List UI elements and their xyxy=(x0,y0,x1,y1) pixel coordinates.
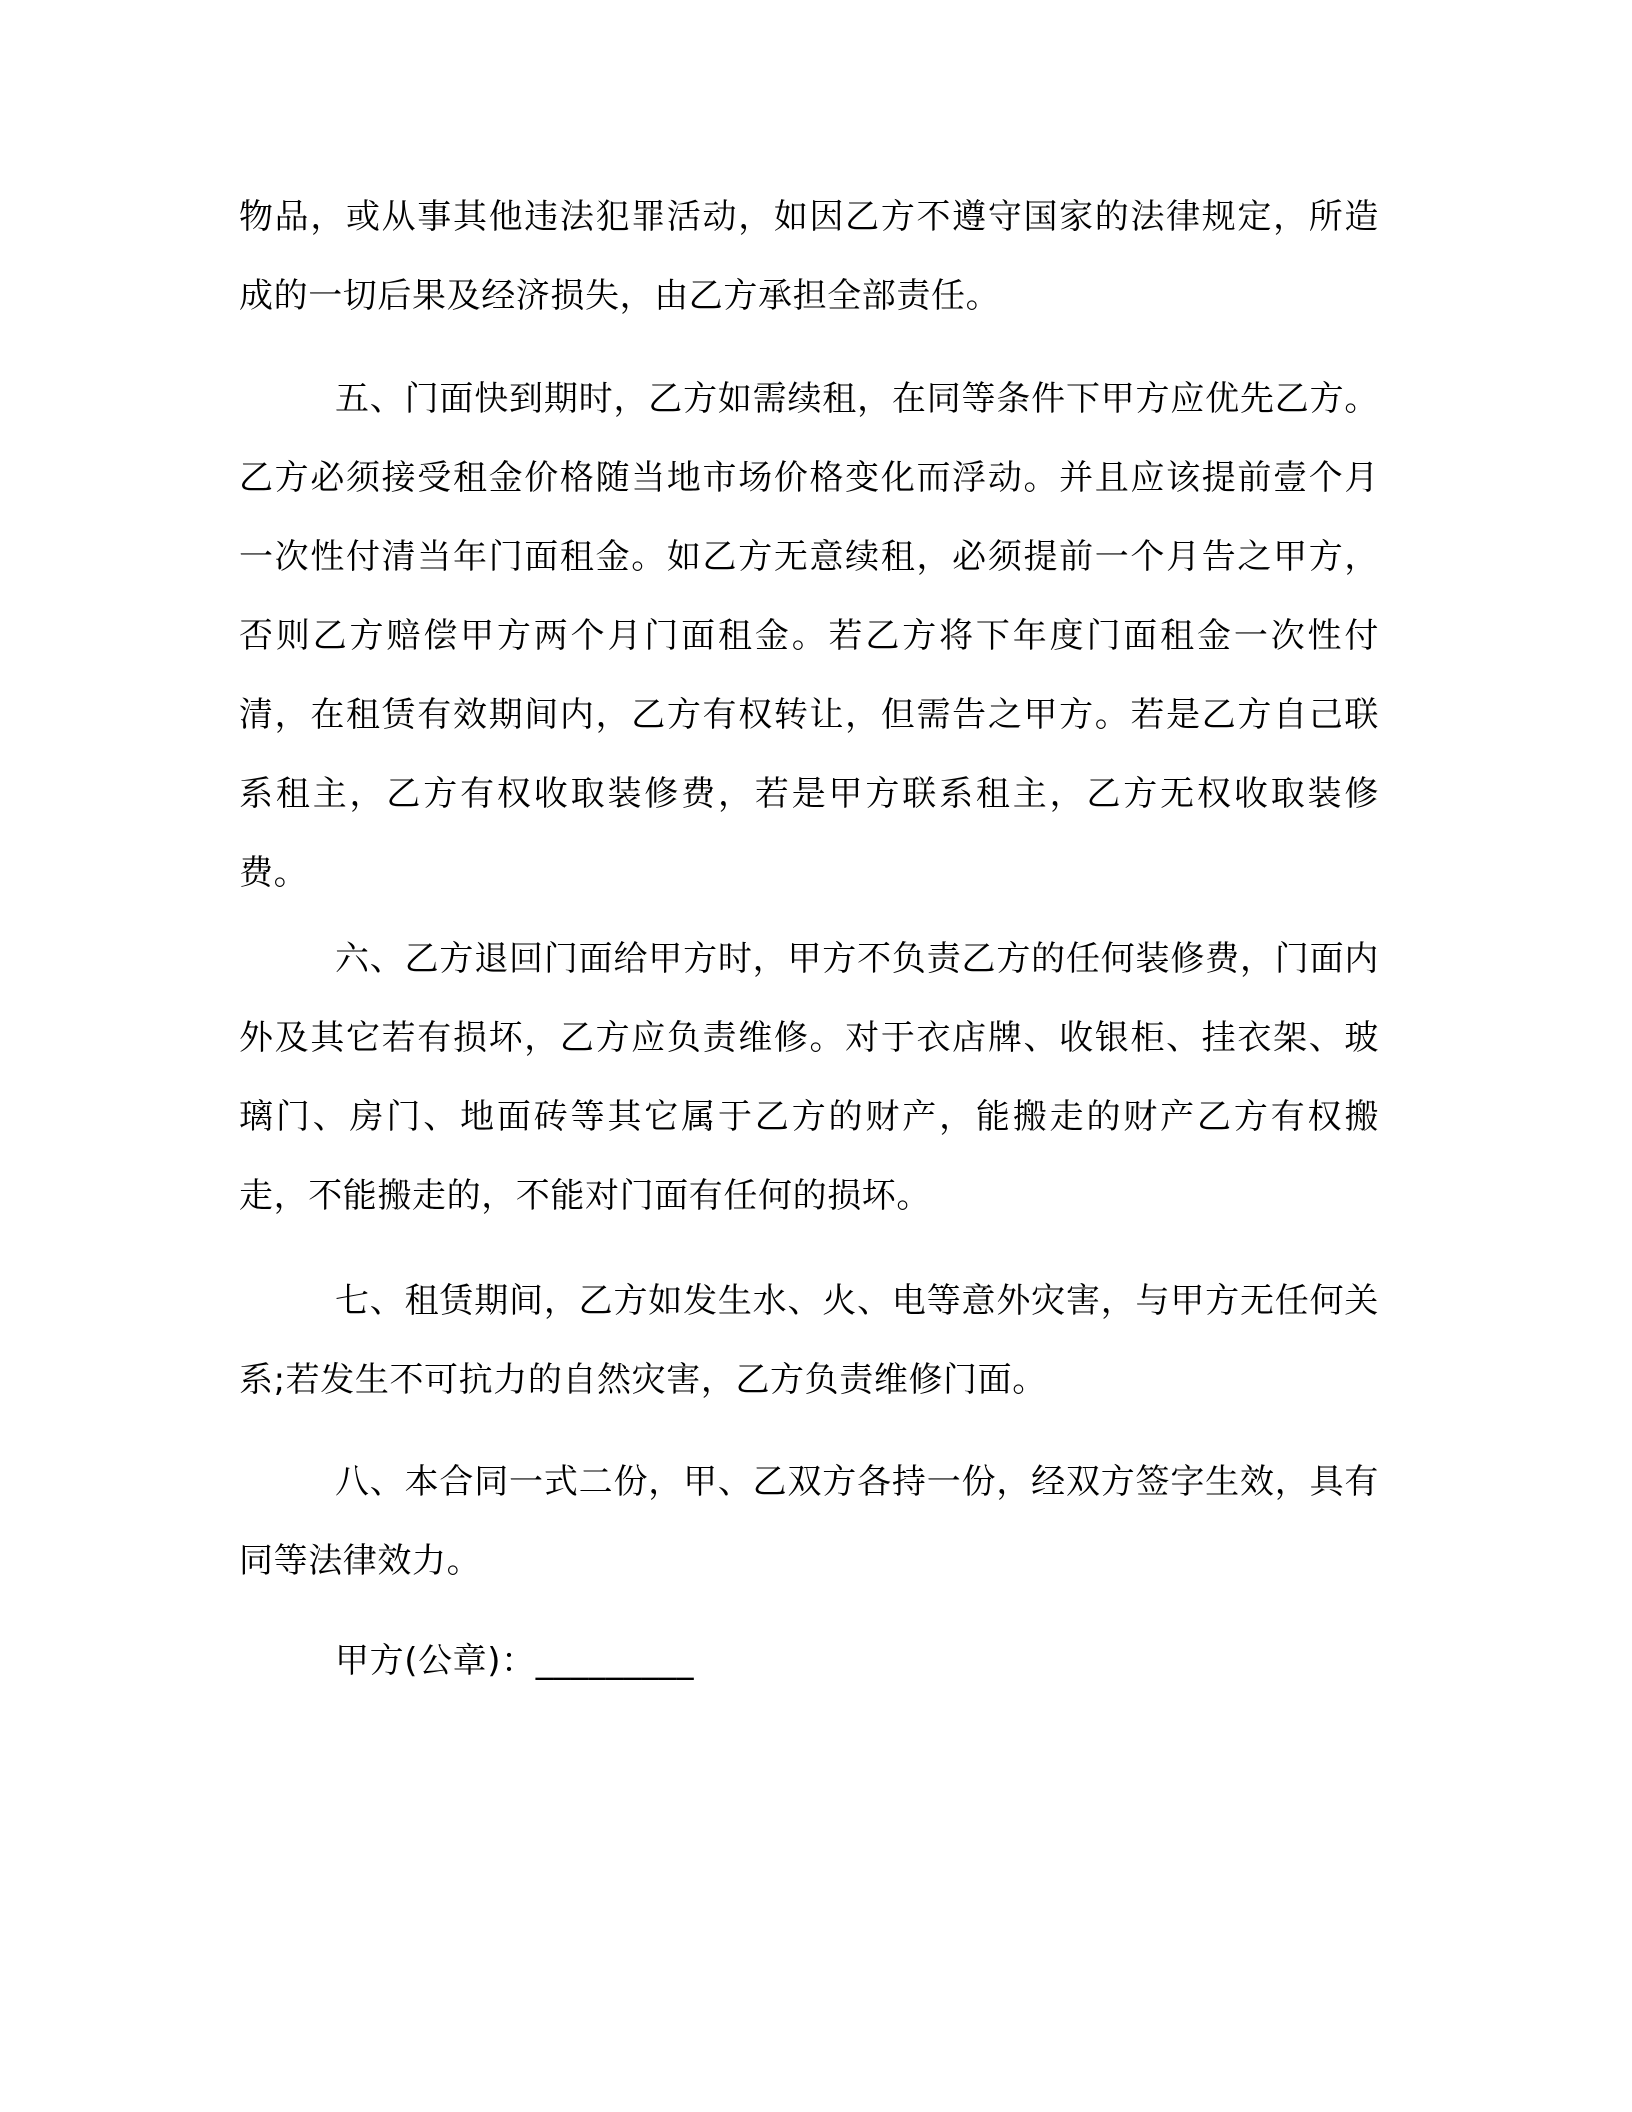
paragraph-clause-8: 八、本合同一式二份，甲、乙双方各持一份，经双方签字生效，具有同等法律效力。 xyxy=(239,1462,1379,1581)
paragraph-clause-5: 五、门面快到期时，乙方如需续租，在同等条件下甲方应优先乙方。乙方必须接受租金价格随当地市场价格变化而浮动。并且应该提前壹个月一次性付清当年门面租金。如乙方无意续租，必须提前一个月告之甲方，否则乙方赔偿甲方两个月门面租金。若乙方将下年度门面租金一次性付清，在租赁有效期间内，乙方有权转让，但需告之甲方。若是乙方自己联系租主，乙方有权收取装修费，若是甲方联系租主，乙方无权收取装修费。 xyxy=(239,379,1379,893)
signature-line-party-a: 甲方(公章)：_________ xyxy=(335,1641,695,1681)
paragraph-continuation: 物品，或从事其他违法犯罪活动，如因乙方不遵守国家的法律规定，所造成的一切后果及经济损失，由乙方承担全部责任。 xyxy=(239,197,1379,316)
paragraph-clause-7: 七、租赁期间，乙方如发生水、火、电等意外灾害，与甲方无任何关系;若发生不可抗力的自然灾害，乙方负责维修门面。 xyxy=(239,1281,1379,1400)
paragraph-clause-6: 六、乙方退回门面给甲方时，甲方不负责乙方的任何装修费，门面内外及其它若有损坏，乙方应负责维修。对于衣店牌、收银柜、挂衣架、玻璃门、房门、地面砖等其它属于乙方的财产，能搬走的财产乙方有权搬走，不能搬走的，不能对门面有任何的损坏。 xyxy=(239,939,1379,1216)
